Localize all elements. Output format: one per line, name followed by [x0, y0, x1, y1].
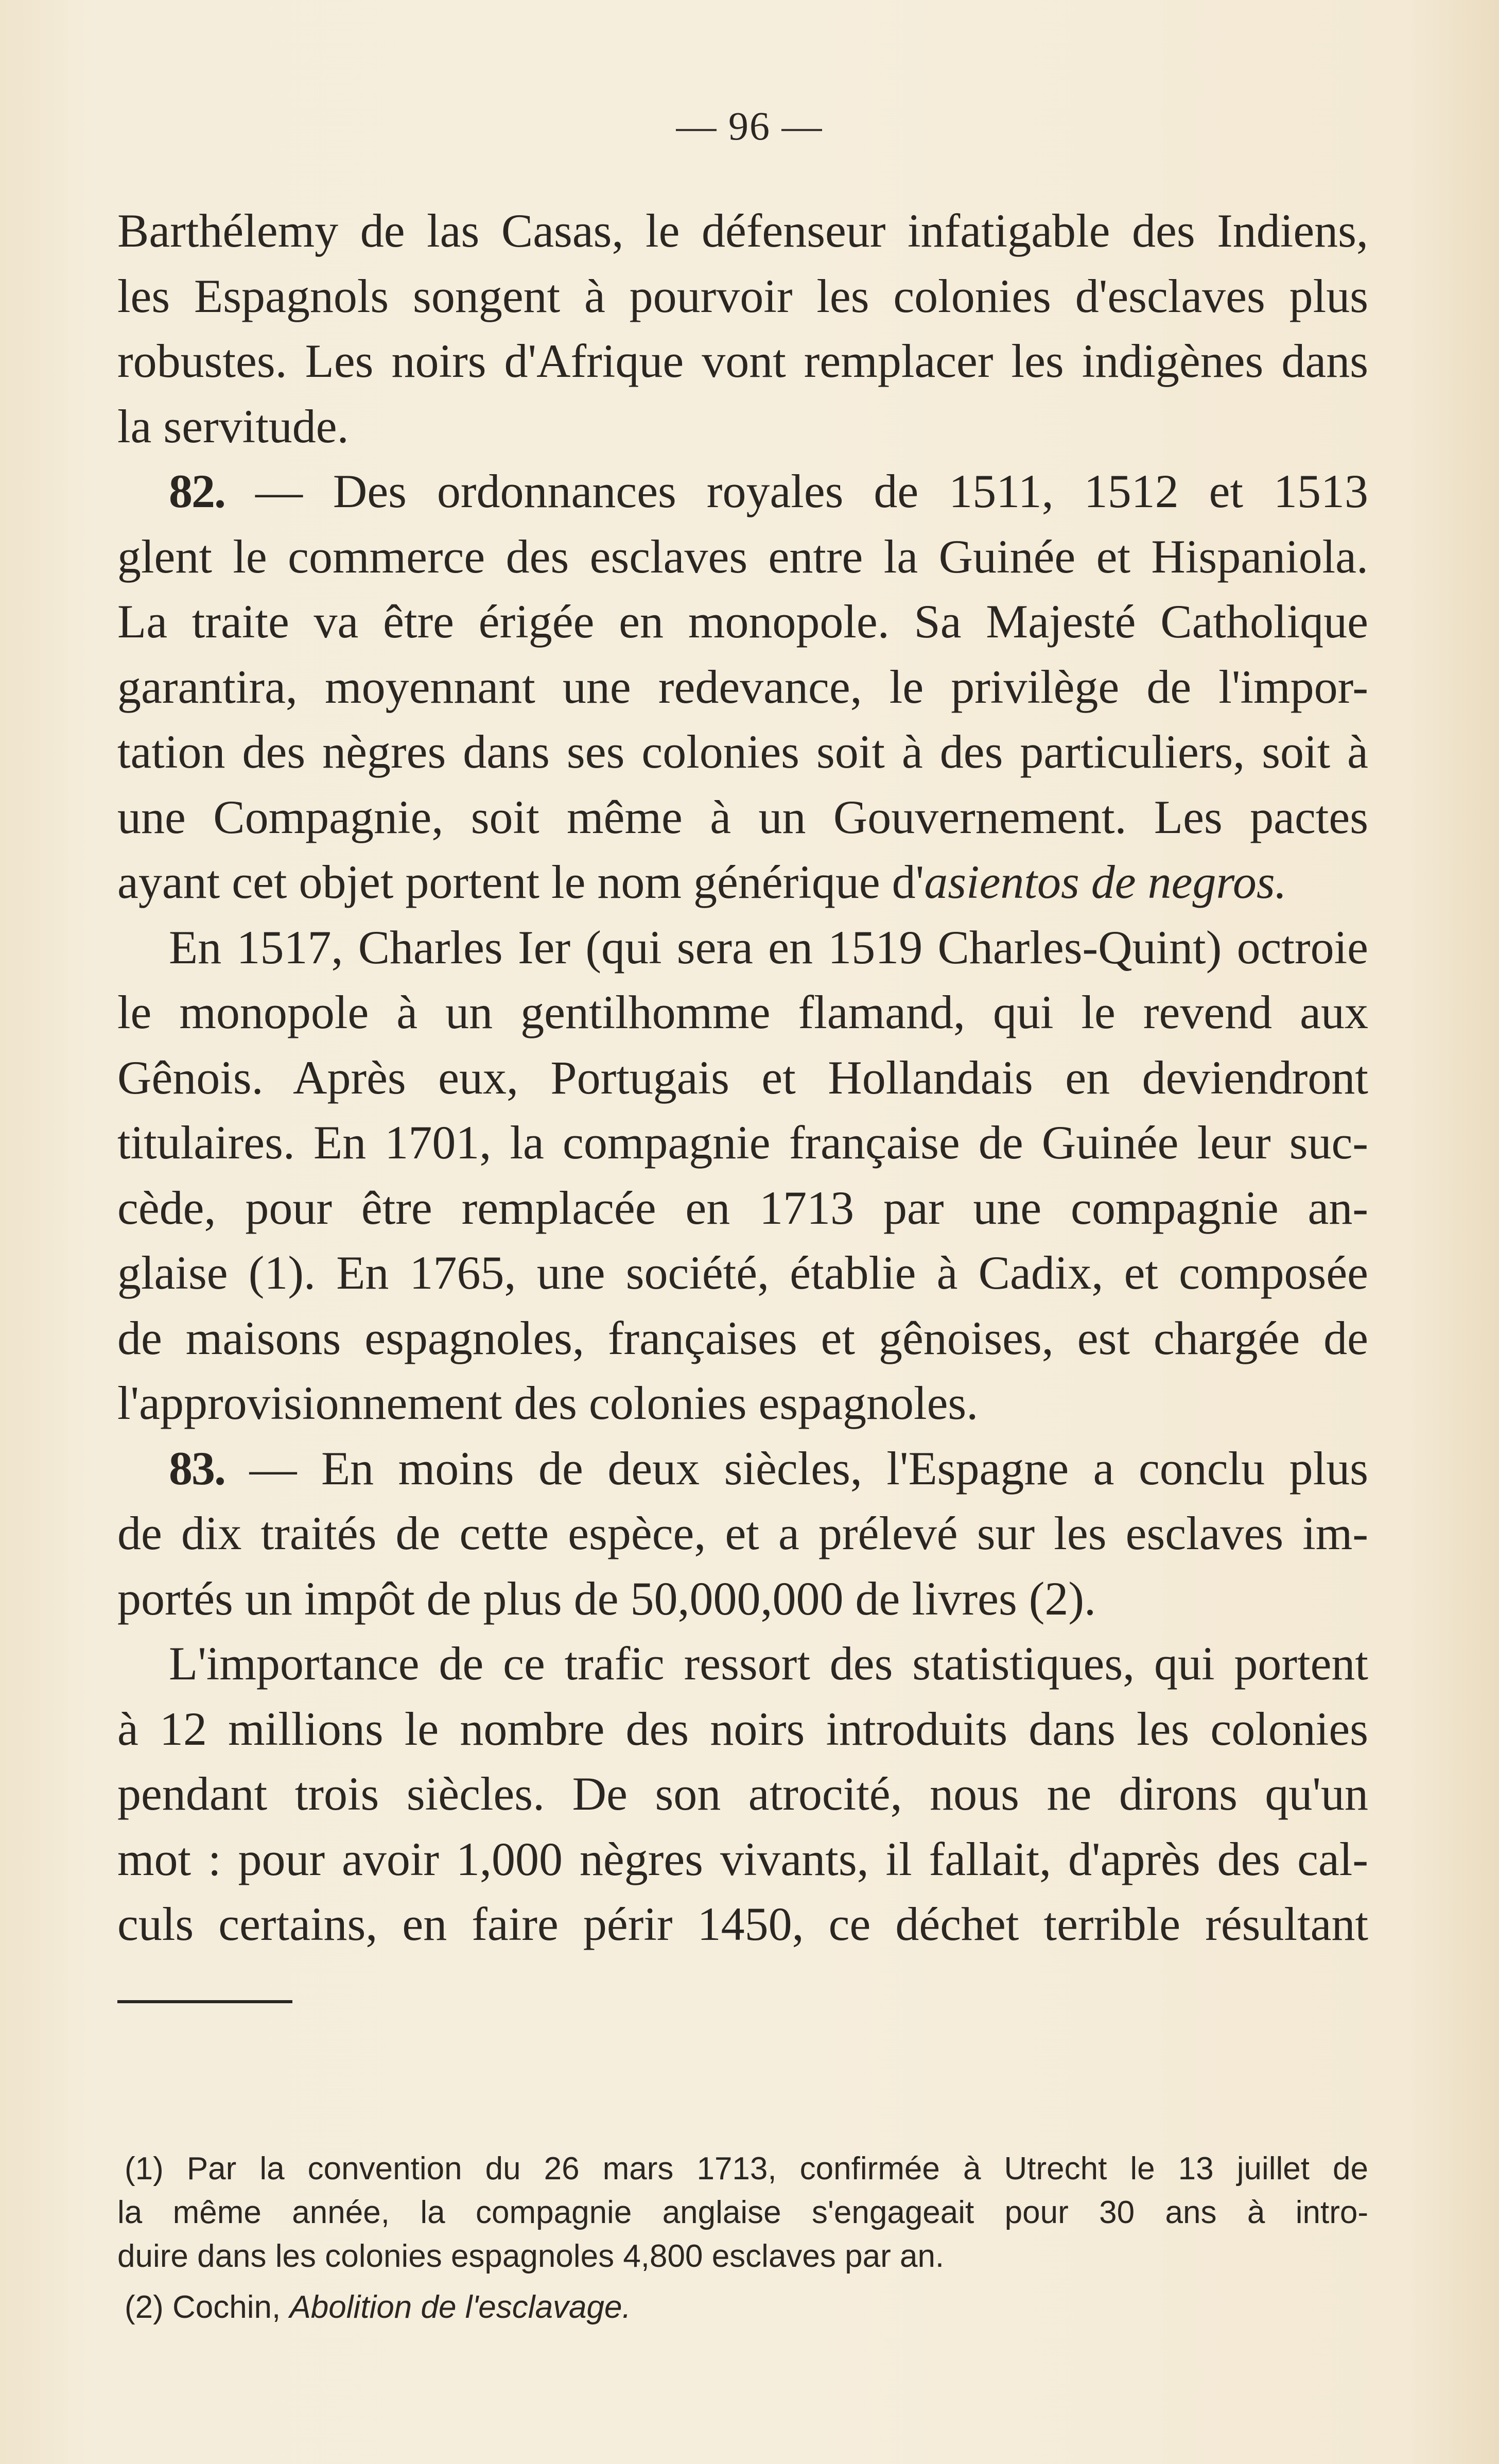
text-line: le monopole à un gentilhomme flamand, qui le revend aux [117, 986, 1368, 1038]
text-line: de maisons espagnoles, françaises et gênoises, est chargée de [117, 1311, 1368, 1364]
text-line: L'importance de ce trafic ressort des statistiques, qui portent [169, 1637, 1368, 1690]
text-line: la servitude. [117, 400, 349, 453]
text-line: robustes. Les noirs d'Afrique vont remplacer les indigènes dans [117, 335, 1368, 387]
paragraph-number: 82. [169, 465, 225, 517]
footnote-line [117, 2285, 1368, 2329]
text-line: garantira, moyennant une redevance, le privilège de l'impor- [117, 660, 1368, 713]
text-line: pendant trois siècles. De son atrocité, nous ne dirons qu'un [117, 1767, 1368, 1820]
body-text [117, 198, 1368, 1957]
text-line: de dix traités de cette espèce, et a prélevé sur les esclaves im- [117, 1507, 1368, 1559]
text-line: une Compagnie, soit même à un Gouvernement. Les pactes [117, 790, 1368, 843]
text-line: La traite va être érigée en monopole. Sa Majesté Catholique [117, 595, 1368, 648]
text-line: à 12 millions le nombre des noirs introduits dans les colonies [117, 1702, 1368, 1755]
footnote-text: (2) Cochin, [125, 2289, 290, 2325]
text-line-content: ayant cet objet portent le nom générique d' [117, 856, 925, 908]
text-line [117, 459, 1368, 524]
text-line [117, 849, 1368, 915]
italic-term: asientos de negros. [924, 856, 1287, 908]
text-line [117, 1436, 1368, 1501]
footnote-divider [117, 2000, 292, 2003]
text-line: cède, pour être remplacée en 1713 par une compagnie an- [117, 1181, 1368, 1234]
text-line: titulaires. En 1701, la compagnie française de Guinée leur suc- [117, 1116, 1368, 1169]
text-line: Gênois. Après eux, Portugais et Hollandais en deviendront [117, 1051, 1368, 1104]
text-line-content: — Des ordonnances royales de 1511, 1512 et 1513 [255, 465, 1369, 517]
footnote-line: (1) Par la convention du 26 mars 1713, confirmée à Utrecht le 13 juillet de [125, 2151, 1368, 2187]
text-line: portés un impôt de plus de 50,000,000 de livres (2). [117, 1572, 1096, 1625]
footnotes [117, 2147, 1368, 2329]
text-line: glent le commerce des esclaves entre la Guinée et Hispaniola. [117, 530, 1368, 583]
footnote-line: duire dans les colonies espagnoles 4,800 esclaves par an. [117, 2239, 945, 2274]
footnote-line: la même année, la compagnie anglaise s'engageait pour 30 ans à intro- [117, 2195, 1368, 2230]
text-line-content: — En moins de deux siècles, l'Espagne a conclu plus [249, 1442, 1369, 1495]
text-line: glaise (1). En 1765, une société, établie à Cadix, et composée [117, 1246, 1368, 1299]
text-line: En 1517, Charles Ier (qui sera en 1519 Charles-Quint) octroie [169, 921, 1368, 974]
paragraph-number: 83. [169, 1442, 225, 1495]
text-line: culs certains, en faire périr 1450, ce déchet terrible résultant [117, 1898, 1368, 1950]
text-line: Barthélemy de las Casas, le défenseur infatigable des Indiens, [117, 204, 1368, 257]
footnote-title: Abolition de l'esclavage. [289, 2289, 631, 2325]
text-line: l'approvisionnement des colonies espagnoles. [117, 1377, 979, 1429]
text-line: mot : pour avoir 1,000 nègres vivants, il fallait, d'après des cal- [117, 1832, 1368, 1885]
page-number: — 96 — [676, 103, 823, 148]
text-line: les Espagnols songent à pourvoir les colonies d'esclaves plus [117, 269, 1368, 322]
text-line: tation des nègres dans ses colonies soit à des particuliers, soit à [117, 725, 1368, 778]
